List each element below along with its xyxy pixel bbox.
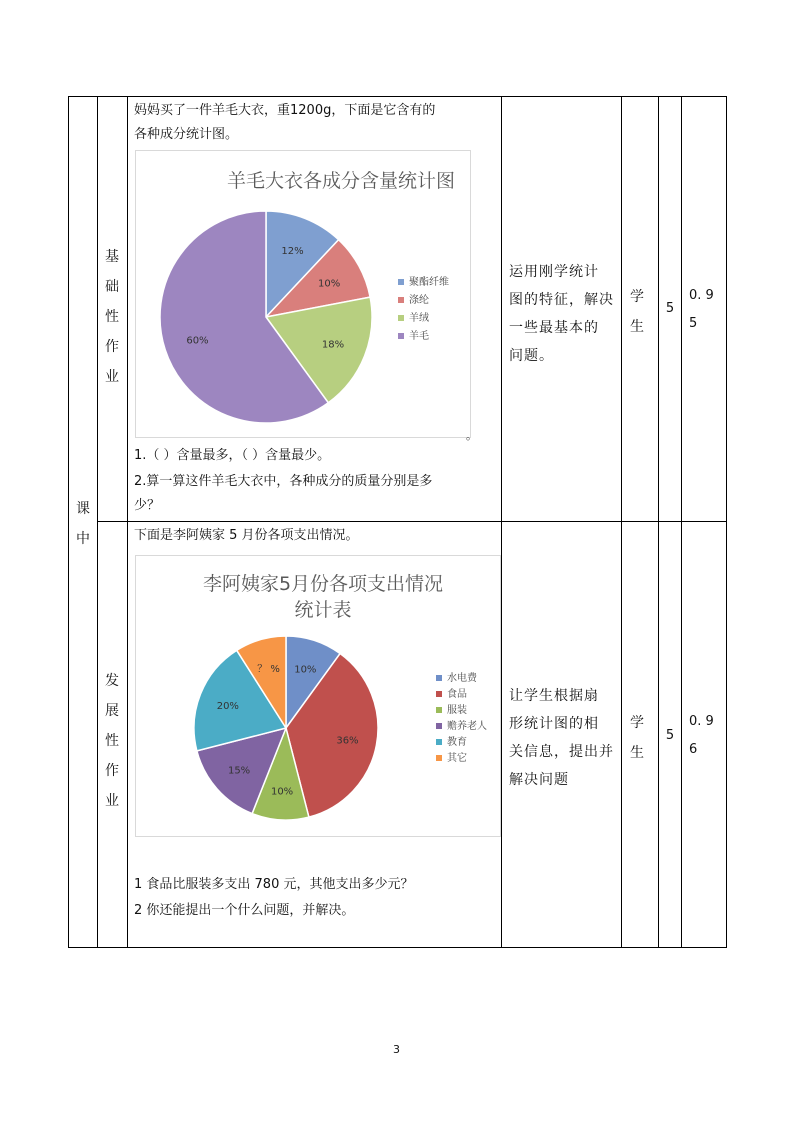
category-char: 业 (105, 369, 119, 385)
row1-intro-line-1: 妈妈买了一件羊毛大衣，重1200g，下面是它含有的 (134, 103, 436, 118)
chart-wool-coat-svg (136, 151, 470, 437)
col-border-4 (621, 96, 622, 948)
design-intent-line: 图的特征，解决 (509, 292, 614, 308)
legend-swatch (436, 723, 442, 729)
col-border-7 (726, 96, 727, 948)
row2-category (102, 666, 122, 816)
pie-slice-label: 18% (321, 339, 345, 351)
row2-question-2: 2 你还能提出一个什么问题，并解决。 (134, 903, 355, 918)
legend-label: 教育 (447, 737, 467, 748)
row1-time: 5 (665, 301, 675, 316)
section-label-char: 中 (76, 531, 90, 547)
pie-slice-label: 10% (318, 278, 341, 290)
trailing-mark: 。 (466, 429, 477, 442)
table-bottom-border (68, 947, 727, 948)
legend-swatch (436, 675, 442, 681)
pie-slice-label: 20% (216, 700, 239, 712)
section-label (73, 494, 93, 554)
row2-question-1: 1 食品比服装多支出 780 元，其他支出多少元？ (134, 877, 414, 892)
row1-design-intent (509, 258, 617, 370)
chart-wool-coat (135, 150, 471, 438)
pie-slice-label: ？ % (257, 663, 280, 675)
legend-swatch (398, 297, 404, 303)
row-divider (97, 521, 727, 522)
chart-title: 统计表 (294, 599, 352, 621)
pie-slice-label: 36% (336, 735, 359, 747)
legend-swatch (398, 333, 404, 339)
row2-difficulty (689, 708, 719, 764)
legend-label: 水电费 (447, 673, 477, 684)
col-border-1 (97, 96, 98, 948)
design-intent-line: 一些最基本的 (509, 320, 599, 336)
pie-slice-label: 10% (294, 664, 317, 676)
row1-question-1: 1.（ ）含量最多，（ ）含量最少。 (134, 448, 331, 463)
legend-swatch (436, 707, 442, 713)
design-intent-line: 关信息，提出并 (509, 744, 614, 760)
category-char: 作 (105, 339, 119, 355)
category-char: 性 (105, 733, 119, 749)
row1-category (102, 242, 122, 392)
row1-difficulty (689, 282, 719, 338)
legend-swatch (436, 755, 442, 761)
design-intent-line: 问题。 (509, 348, 554, 364)
row1-question-3: 少？ (134, 498, 161, 513)
page-number: 3 (393, 1043, 400, 1056)
difficulty-part: 0. 9 (689, 288, 714, 303)
chart-expenses-svg (136, 556, 500, 836)
row2-subject (627, 708, 647, 768)
design-intent-line: 形统计图的相 (509, 716, 599, 732)
chart-expenses (135, 555, 501, 837)
pie-slice-label: 15% (227, 765, 251, 777)
col-border-6 (681, 96, 682, 948)
pie-slice-label: 60% (186, 335, 209, 347)
subject-char: 生 (630, 319, 644, 335)
legend-label: 食品 (447, 689, 467, 700)
chart-title: 李阿姨家5月份各项支出情况 (202, 573, 444, 595)
subject-char: 学 (630, 715, 644, 731)
col-border-5 (658, 96, 659, 948)
legend-label: 其它 (447, 753, 467, 764)
legend-label: 赡养老人 (447, 721, 487, 732)
chart-title: 羊毛大衣各成分含量统计图 (226, 170, 456, 192)
legend-swatch (436, 739, 442, 745)
subject-char: 学 (630, 289, 644, 305)
col-border-2 (127, 96, 128, 948)
design-intent-line: 解决问题 (509, 772, 569, 788)
legend-label: 服装 (447, 705, 467, 716)
legend-label: 涤纶 (409, 295, 429, 306)
pie-slice-label: 12% (281, 245, 304, 257)
table-top-border (68, 96, 727, 97)
col-border-0 (68, 96, 69, 948)
category-char: 基 (105, 249, 119, 265)
category-char: 作 (105, 763, 119, 779)
section-label-char: 课 (76, 501, 90, 517)
legend-swatch (398, 279, 404, 285)
row1-question-2: 2.算一算这件羊毛大衣中，各种成分的质量分别是多 (134, 474, 433, 489)
design-intent-line: 让学生根据扇 (509, 688, 599, 704)
legend-swatch (398, 315, 404, 321)
category-char: 性 (105, 309, 119, 325)
difficulty-part: 6 (689, 742, 698, 757)
pie-slice-label: 10% (270, 786, 294, 798)
design-intent-line: 运用刚学统计 (509, 264, 599, 280)
row2-design-intent (509, 682, 617, 794)
legend-label: 聚酯纤维 (409, 277, 449, 288)
category-char: 础 (105, 279, 119, 295)
row1-intro-line-2: 各种成分统计图。 (134, 127, 239, 142)
row2-time: 5 (665, 728, 675, 743)
row2-intro-line-1: 下面是李阿姨家 5 月份各项支出情况。 (134, 528, 359, 543)
subject-char: 生 (630, 745, 644, 761)
category-char: 业 (105, 793, 119, 809)
category-char: 发 (105, 673, 119, 689)
category-char: 展 (105, 703, 119, 719)
col-border-3 (501, 96, 502, 948)
legend-swatch (436, 691, 442, 697)
difficulty-part: 5 (689, 316, 698, 331)
row1-subject (627, 282, 647, 342)
legend-label: 羊毛 (409, 331, 429, 342)
difficulty-part: 0. 9 (689, 714, 714, 729)
legend-label: 羊绒 (409, 313, 429, 324)
